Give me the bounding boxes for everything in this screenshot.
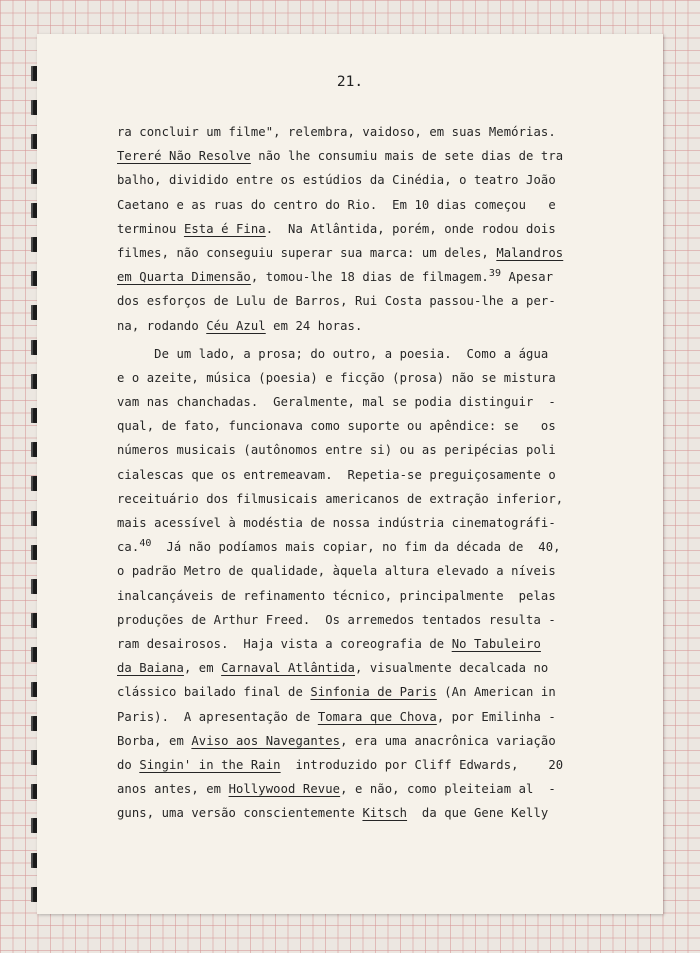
text-segment: , era uma anacrônica variação bbox=[340, 733, 556, 748]
text-segment: Caetano e as ruas do centro do Rio. Em 10 dias começou e bbox=[117, 197, 556, 212]
text-segment: filmes, não conseguiu superar sua marca: um deles, bbox=[117, 245, 497, 260]
text-line bbox=[117, 289, 627, 313]
text-segment: inalcançáveis de refinamento técnico, principalmente pelas bbox=[117, 588, 556, 603]
text-segment: mais acessível à modéstia de nossa indústria cinematográfi- bbox=[117, 516, 556, 530]
text-line bbox=[117, 777, 627, 801]
underlined-title: No Tabuleiro bbox=[451, 636, 541, 651]
text-segment: ca. bbox=[117, 540, 140, 555]
text-segment: clássico bailado final de bbox=[117, 685, 311, 700]
text-segment: De um lado, a prosa; do outro, a poesia. Como a água bbox=[117, 346, 549, 361]
text-segment: anos antes, em bbox=[117, 782, 229, 797]
text-segment: balho, dividido entre os estúdios da Cinédia, o teatro João bbox=[117, 173, 556, 188]
underlined-title: Céu Azul bbox=[206, 318, 266, 333]
text-line bbox=[117, 487, 627, 511]
text-segment: produções de Arthur Freed. Os arremedos tentados resulta - bbox=[117, 612, 556, 627]
text-segment: , em bbox=[183, 661, 222, 676]
text-segment: Borba, em bbox=[117, 733, 192, 748]
text-line bbox=[117, 120, 627, 144]
text-segment: cialescas que os entremeavam. Repetia-se preguiçosamente o bbox=[117, 467, 556, 482]
text-line bbox=[117, 265, 627, 289]
underlined-title: em Quarta Dimensão bbox=[117, 270, 251, 285]
text-line bbox=[117, 366, 627, 390]
text-line bbox=[117, 753, 627, 777]
text-segment: terminou bbox=[117, 221, 184, 236]
text-segment: qual, de fato, funcionava como suporte ou apêndice: se os bbox=[117, 419, 556, 434]
text-segment: receituário dos filmusicais americanos de extração inferior, bbox=[117, 491, 564, 506]
text-segment: não lhe consumiu mais de sete dias de tra bbox=[250, 149, 564, 164]
underlined-title: da Baiana bbox=[117, 661, 184, 676]
text-line bbox=[117, 680, 627, 704]
text-line bbox=[117, 241, 627, 265]
text-segment: números musicais (autônomos entre si) ou as peripécias poli bbox=[117, 443, 556, 458]
text-segment: . Na Atlântida, porém, onde rodou dois bbox=[265, 221, 556, 236]
text-segment: , por Emilinha - bbox=[436, 709, 556, 724]
text-line bbox=[117, 535, 627, 559]
underlined-title: Singin' in the Rain bbox=[139, 757, 281, 772]
text-segment: , e não, como pleiteiam al - bbox=[340, 782, 556, 797]
text-segment: , tomou-lhe 18 dias de filmagem. bbox=[250, 270, 489, 285]
text-line bbox=[117, 438, 627, 462]
text-line bbox=[117, 632, 627, 656]
text-line bbox=[117, 801, 627, 825]
text-line bbox=[117, 144, 627, 168]
typewritten-page bbox=[37, 34, 663, 914]
underlined-title: Kitsch bbox=[362, 806, 408, 821]
text-segment: Já não podíamos mais copiar, no fim da década de 40, bbox=[151, 540, 561, 555]
underlined-title: Tereré Não Resolve bbox=[117, 149, 251, 164]
text-line bbox=[117, 193, 627, 217]
text-segment: do bbox=[117, 757, 140, 772]
text-line bbox=[117, 656, 627, 680]
text-line bbox=[117, 584, 627, 608]
text-line bbox=[117, 463, 627, 487]
text-segment: e o azeite, música (poesia) e ficção (prosa) não se mistura bbox=[117, 370, 556, 385]
underlined-title: Esta é Fina bbox=[183, 221, 266, 236]
body-text bbox=[117, 120, 627, 825]
footnote-ref: 40 bbox=[139, 538, 152, 550]
page-number: 21. bbox=[336, 74, 364, 90]
text-line bbox=[117, 729, 627, 753]
text-segment: vam nas chanchadas. Geralmente, mal se podia distinguir - bbox=[117, 395, 556, 410]
underlined-title: Tomara que Chova bbox=[317, 709, 437, 724]
text-line bbox=[117, 608, 627, 632]
text-segment: o padrão Metro de qualidade, àquela altura elevado a níveis bbox=[117, 564, 556, 579]
text-line bbox=[117, 168, 627, 192]
text-segment: , visualmente decalcada no bbox=[355, 661, 549, 676]
underlined-title: Hollywood Revue bbox=[228, 782, 341, 797]
text-segment: guns, uma versão conscientemente bbox=[117, 806, 363, 821]
text-segment: em 24 horas. bbox=[265, 318, 363, 333]
underlined-title: Carnaval Atlântida bbox=[221, 661, 355, 676]
underlined-title: Malandros bbox=[496, 245, 564, 260]
text-line bbox=[117, 314, 627, 338]
text-segment: (An American in bbox=[436, 685, 556, 700]
text-line bbox=[117, 342, 627, 366]
text-line bbox=[117, 414, 627, 438]
text-segment: Apesar bbox=[501, 270, 554, 285]
underlined-title: Sinfonia de Paris bbox=[310, 685, 437, 700]
text-line bbox=[117, 511, 627, 535]
text-segment: da que Gene Kelly bbox=[407, 806, 549, 821]
underlined-title: Aviso aos Navegantes bbox=[191, 733, 341, 748]
text-segment: ra concluir um filme", relembra, vaidoso, em suas Memórias. bbox=[117, 125, 556, 139]
footnote-ref: 39 bbox=[488, 268, 502, 280]
text-segment: dos esforços de Lulu de Barros, Rui Costa passou-lhe a per- bbox=[117, 294, 556, 309]
text-segment: introduzido por Cliff Edwards, 20 bbox=[280, 757, 564, 772]
text-line bbox=[117, 390, 627, 414]
text-segment: ram desairosos. Haja vista a coreografia de bbox=[117, 636, 452, 651]
text-segment: Paris). A apresentação de bbox=[117, 709, 318, 724]
text-line bbox=[117, 559, 627, 583]
text-segment: na, rodando bbox=[117, 318, 207, 333]
text-line bbox=[117, 217, 627, 241]
text-line bbox=[117, 705, 627, 729]
